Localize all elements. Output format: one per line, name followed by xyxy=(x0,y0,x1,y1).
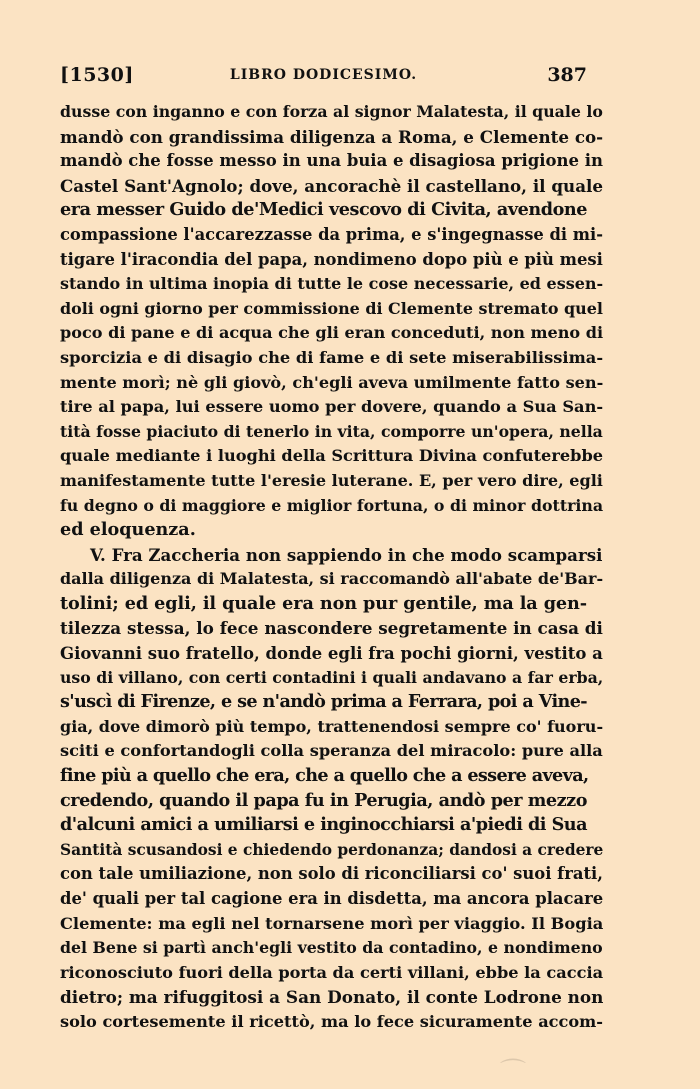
text-line: sciti e confortandogli colla speranza del miracolo: pure alla xyxy=(60,741,603,761)
text-line: sporcizia e di disagio che di fame e di sete miserabilissima- xyxy=(60,347,604,367)
text-line: uso di villano, con certi contadini i quali andavano a far erba, xyxy=(60,667,604,687)
text-line: tità fosse piaciuto di tenerlo in vita, comporre un'opera, nella xyxy=(60,421,603,441)
text-line: compassione l'accarezzasse da prima, e s'ingegnasse di mi- xyxy=(60,224,603,244)
text-line: dalla diligenza di Malatesta, si raccomandò all'abate de'Bar- xyxy=(60,569,604,589)
text-line: fu degno o di maggiore e miglior fortuna, o di minor dottrina xyxy=(60,495,604,515)
text-line: d'alcuni amici a umiliarsi e inginocchiarsi a'piedi di Sua xyxy=(60,814,587,836)
text-line: gia, dove dimorò più tempo, trattenendosi sempre co' fuoru- xyxy=(60,716,604,736)
text-line: tolini; ed egli, il quale era non pur gentile, ma la gen- xyxy=(60,592,587,614)
text-line: riconosciuto fuori della porta da certi villani, ebbe la caccia xyxy=(60,962,604,982)
text-line: Clemente: ma egli nel tornarsene morì per viaggio. Il Bogia xyxy=(60,913,604,933)
text-line: quale mediante i luoghi della Scrittura Divina confuterebbe xyxy=(60,446,604,466)
page-number: 387 xyxy=(547,64,587,86)
text-line: doli ogni giorno per commissione di Clemente stremato quel xyxy=(60,298,603,318)
text-line: ed eloquenza. xyxy=(60,519,196,541)
running-head-year: [1530] xyxy=(60,64,134,86)
text-line: solo cortesemente il ricettò, ma lo fece sicuramente accom- xyxy=(60,1011,603,1031)
text-line: mandò che fosse messo in una buia e disagiosa prigione in xyxy=(60,151,603,171)
running-head-title: LIBRO DODICESIMO. xyxy=(229,67,418,83)
text-line: s'uscì di Firenze, e se n'andò prima a Ferrara, poi a Vine- xyxy=(60,691,587,713)
watermark-decoration: ⌒ xyxy=(500,1058,527,1088)
text-line: dietro; ma rifuggitosi a San Donato, il conte Lodrone non xyxy=(60,987,604,1008)
text-line: de' quali per tal cagione era in disdetta, ma ancora placare xyxy=(60,889,604,908)
text-line: V. Fra Zaccheria non sappiendo in che modo scamparsi xyxy=(90,544,603,565)
text-line: Castel Sant'Agnolo; dove, ancorachè il castellano, il quale xyxy=(60,175,604,196)
text-line: tire al papa, lui essere uomo per dovere, quando a Sua San- xyxy=(60,397,604,417)
running-head xyxy=(60,64,587,90)
paragraph xyxy=(60,543,604,1035)
text-line: tilezza stessa, lo fece nascondere segretamente in casa di xyxy=(60,618,603,639)
paragraph xyxy=(60,100,604,543)
text-line: fine più a quello che era, che a quello che a essere aveva, xyxy=(60,765,589,787)
text-line: tigare l'iracondia del papa, nondimeno dopo più e più mesi xyxy=(60,249,603,269)
text-line: poco di pane e di acqua che gli eran conceduti, non meno di xyxy=(60,323,604,343)
text-line: con tale umiliazione, non solo di riconciliarsi co' suoi frati, xyxy=(60,864,603,884)
text-line: Santità scusandosi e chiedendo perdonanza; dandosi a credere xyxy=(60,840,604,859)
text-line: Giovanni suo fratello, donde egli fra pochi giorni, vestito a xyxy=(60,643,603,664)
body-text xyxy=(60,100,604,1035)
text-line: stando in ultima inopia di tutte le cose necessarie, ed essen- xyxy=(60,274,604,294)
text-line: era messer Guido de'Medici vescovo di Civita, avendone xyxy=(60,199,587,221)
text-line: mente morì; nè gli giovò, ch'egli aveva umilmente fatto sen- xyxy=(60,372,604,392)
text-line: del Bene si partì anch'egli vestito da contadino, e nondimeno xyxy=(60,938,603,958)
text-line: mandò con grandissima diligenza a Roma, e Clemente co- xyxy=(60,126,604,147)
text-line: credendo, quando il papa fu in Perugia, andò per mezzo xyxy=(60,789,587,811)
text-line: dusse con inganno e con forza al signor Malatesta, il quale lo xyxy=(60,102,603,121)
text-line: manifestamente tutte l'eresie luterane. E, per vero dire, egli xyxy=(60,470,603,490)
